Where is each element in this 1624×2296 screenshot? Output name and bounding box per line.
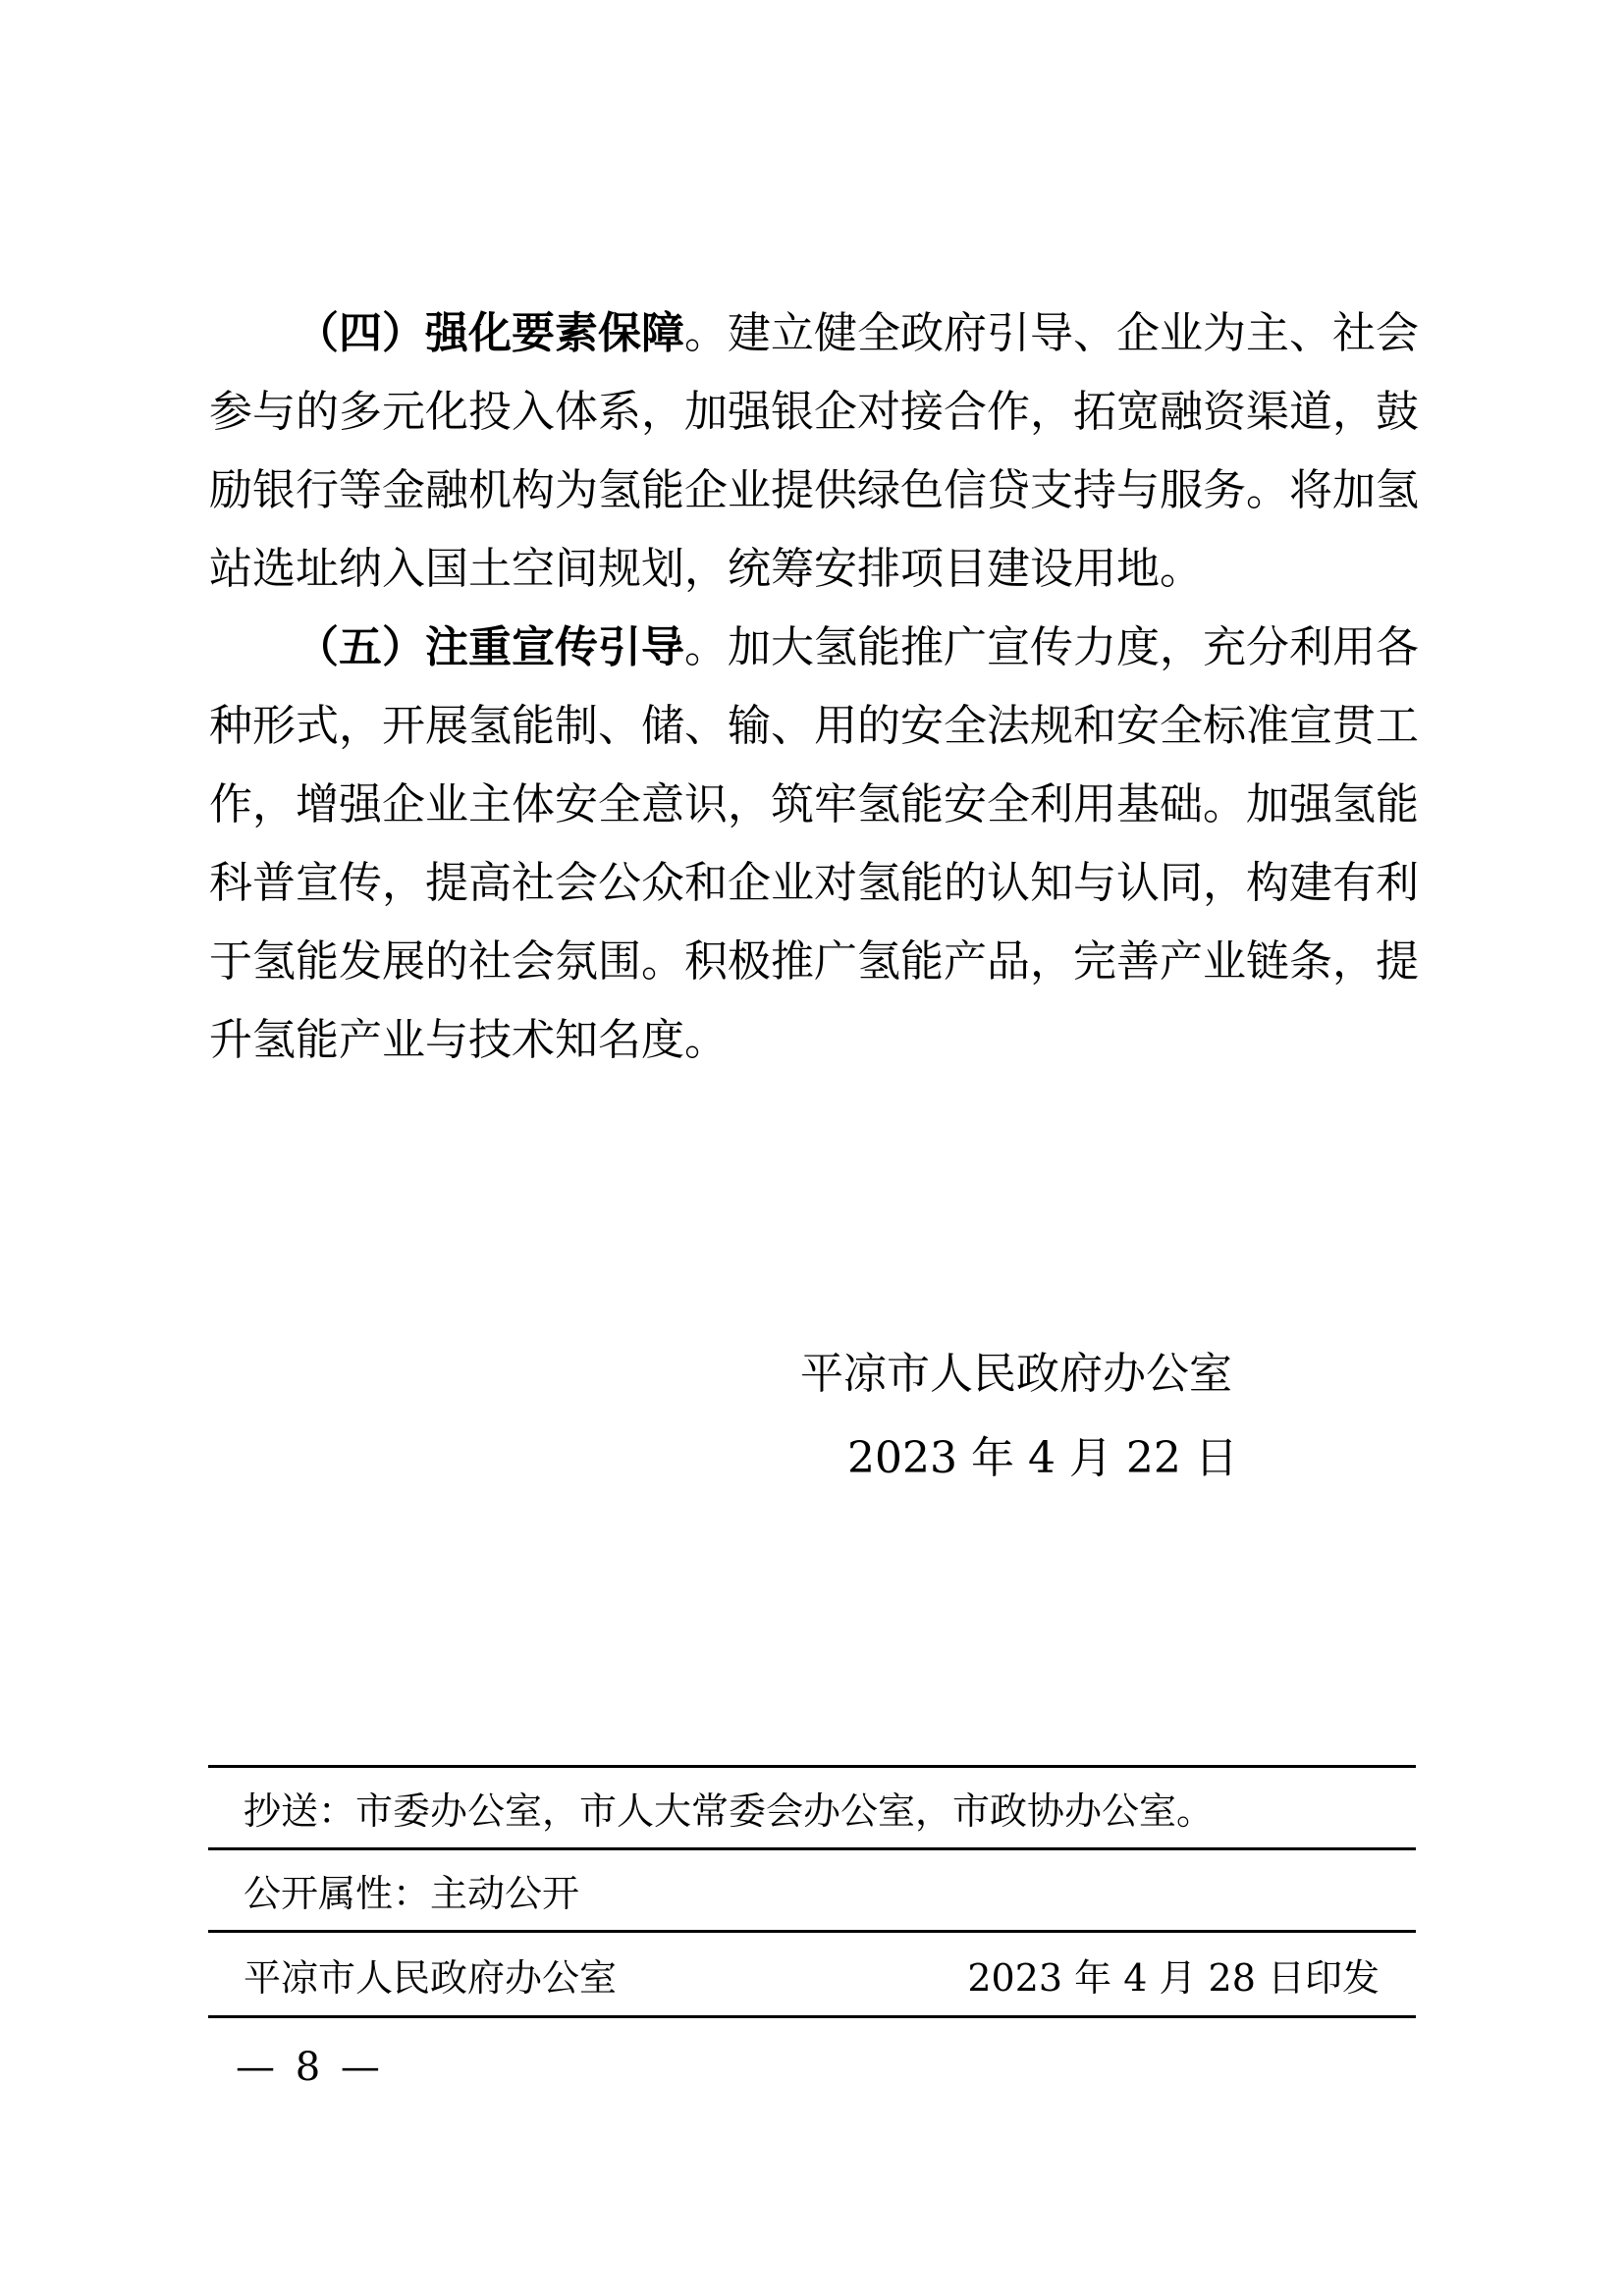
body-line: 站选址纳入国土空间规划，统筹安排项目建设用地。 xyxy=(209,544,1203,594)
print-issuer: 平凉市人民政府办公室 xyxy=(244,1955,618,2000)
print-date: 2023 年 4 月 28 日印发 xyxy=(967,1955,1380,2000)
issue-date: 2023 年 4 月 22 日 xyxy=(847,1433,1238,1483)
cc-text: 抄送：市委办公室，市人大常委会办公室，市政协办公室。 xyxy=(244,1789,1215,1833)
page-number: — 8 — xyxy=(236,2045,384,2090)
body-line xyxy=(209,294,1419,373)
paragraph-heading-bold: （四）强化要素保障 xyxy=(296,308,684,358)
body-line: 于氢能发展的社会氛围。积极推广氢能产品，完善产业链条，提 xyxy=(209,936,1419,987)
body-line: 种形式，开展氢能制、储、输、用的安全法规和安全标准宣贯工 xyxy=(209,701,1419,751)
document-body xyxy=(209,294,1419,1080)
issuing-authority: 平凉市人民政府办公室 xyxy=(800,1349,1232,1399)
print-info-row xyxy=(208,1933,1416,2015)
body-line: 作，增强企业主体安全意识，筑牢氢能安全利用基础。加强氢能 xyxy=(209,779,1419,829)
footer-table xyxy=(208,1765,1416,2018)
body-line: 励银行等金融机构为氢能企业提供绿色信贷支持与服务。将加氢 xyxy=(209,465,1419,515)
paragraph-heading-bold: （五）注重宣传引导 xyxy=(296,622,684,672)
cc-row xyxy=(208,1768,1416,1850)
publicity-attribute-text: 公开属性：主动公开 xyxy=(244,1872,580,1915)
heading-period: 。 xyxy=(684,308,728,358)
publicity-attribute-row xyxy=(208,1850,1416,1933)
heading-period: 。 xyxy=(684,622,728,672)
body-line: 科普宣传，提高社会公众和企业对氢能的认知与认同，构建有利 xyxy=(209,858,1419,908)
body-line xyxy=(209,609,1419,687)
body-line: 升氢能产业与技术知名度。 xyxy=(209,1015,728,1065)
paragraph-text: 建立健全政府引导、企业为主、社会 xyxy=(728,308,1419,358)
paragraph-text: 加大氢能推广宣传力度，充分利用各 xyxy=(728,622,1419,672)
body-line: 参与的多元化投入体系，加强银企对接合作，拓宽融资渠道，鼓 xyxy=(209,387,1419,437)
